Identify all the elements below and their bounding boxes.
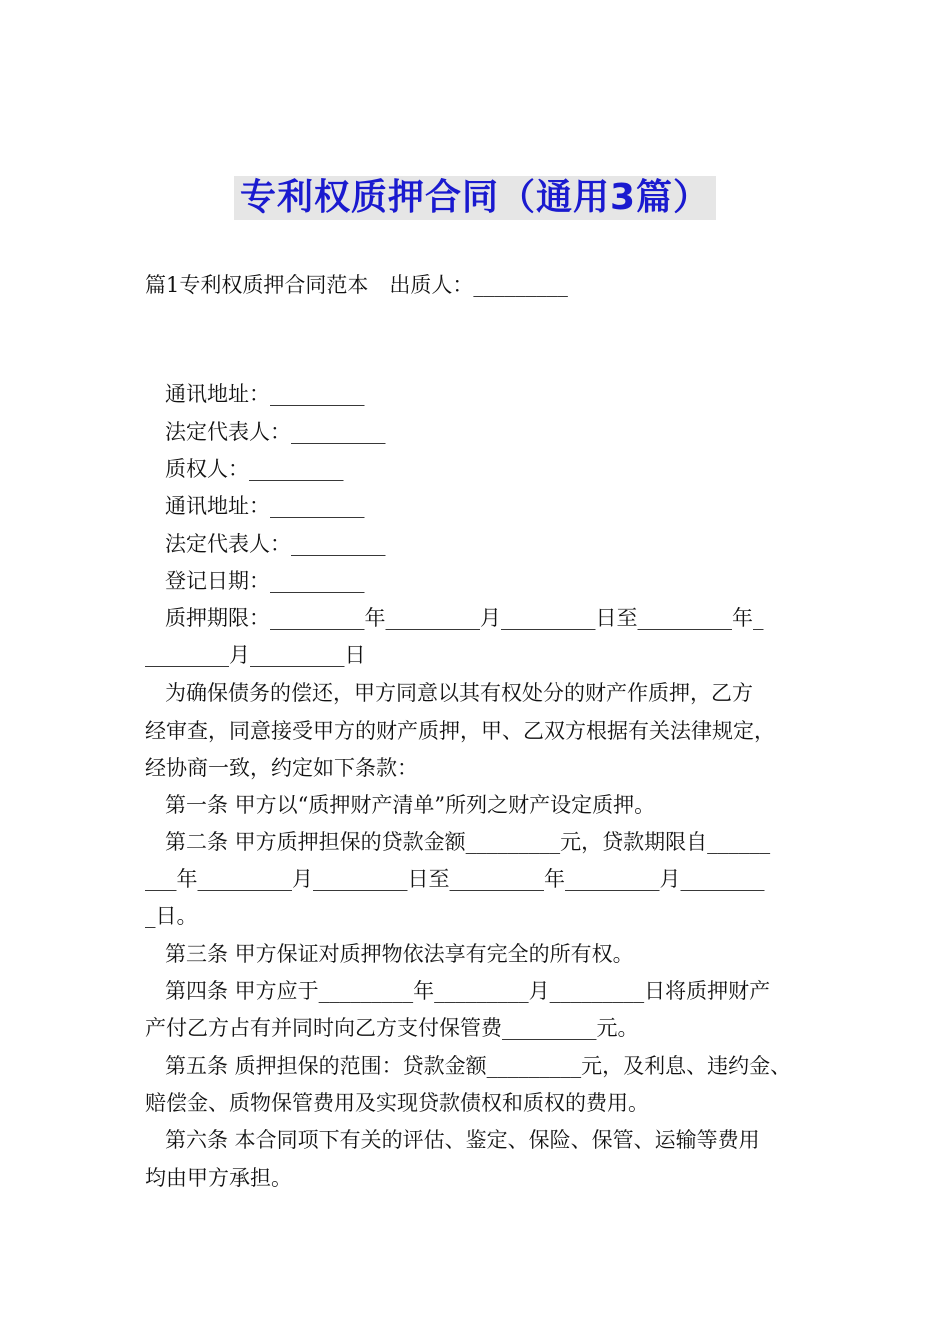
text-line: 第一条 甲方以“质押财产清单”所列之财产设定质押。 xyxy=(165,793,656,817)
text-line: 通讯地址：_________ xyxy=(165,494,365,518)
text-line: 第六条 本合同项下有关的评估、鉴定、保险、保管、运输等费用 xyxy=(165,1128,760,1152)
text-line: 质权人：_________ xyxy=(165,457,344,481)
text-line: 均由甲方承担。 xyxy=(145,1166,292,1190)
text-line: _日。 xyxy=(145,904,198,928)
text-line: 篇1专利权质押合同范本 出质人：_________ xyxy=(145,273,568,297)
text-line: 为确保债务的偿还，甲方同意以其有权处分的财产作质押，乙方 xyxy=(165,681,753,705)
text-line: ___年_________月_________日至_________年_________月________ xyxy=(145,867,765,891)
text-line: 登记日期：_________ xyxy=(165,569,365,593)
text-line: ________月_________日 xyxy=(145,643,366,667)
text-line: 产付乙方占有并同时向乙方支付保管费_________元。 xyxy=(145,1016,639,1040)
text-line: 法定代表人：_________ xyxy=(165,532,386,556)
text-line: 质押期限：_________年_________月_________日至_________年_ xyxy=(165,606,764,630)
document-title: 专利权质押合同（通用3篇） xyxy=(234,176,716,220)
text-line: 法定代表人：_________ xyxy=(165,420,386,444)
text-line: 第三条 甲方保证对质押物依法享有完全的所有权。 xyxy=(165,942,634,966)
text-line: 第四条 甲方应于_________年_________月_________日将质押财产 xyxy=(165,979,771,1003)
text-line: 第五条 质押担保的范围：贷款金额_________元，及利息、违约金、 xyxy=(165,1054,792,1078)
title-container xyxy=(0,176,950,220)
text-line: 经协商一致，约定如下条款： xyxy=(145,756,418,780)
text-line: 经审查，同意接受甲方的财产质押，甲、乙双方根据有关法律规定， xyxy=(145,719,775,743)
text-line: 通讯地址：_________ xyxy=(165,382,365,406)
text-line: 第二条 甲方质押担保的贷款金额_________元，贷款期限自______ xyxy=(165,830,771,854)
text-line: 赔偿金、质物保管费用及实现贷款债权和质权的费用。 xyxy=(145,1091,649,1115)
